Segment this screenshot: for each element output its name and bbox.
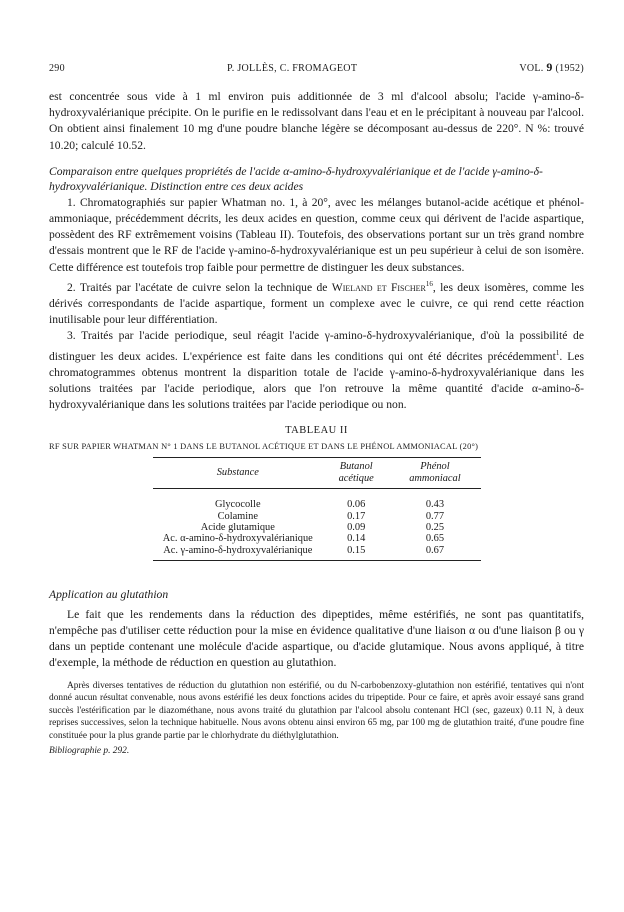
table-row [153,545,481,561]
application-paragraph: Le fait que les rendements dans la réduction des dipeptides, même estérifiés, ne sont pas quantitatifs, n'empêche pas d'utiliser cette réduction pour la mise en évidence qualitative d'une liaison α ou d'une liaison β ou γ dans un peptide contenant une molécule d'acide aspartique, ou d'acide glutamique. Nous avons appliqué, à titre d'exemple, la méthode de réduction en question au glutathion. [49,607,584,670]
cell-phenol: 0.77 [425,510,445,522]
cell-butanol: 0.09 [347,521,366,533]
reference-1: 1 [555,348,560,357]
intro-paragraph: est concentrée sous vide à 1 ml environ puis additionnée de 3 ml d'alcool absolu; l'acide γ-amino-δ-hydroxyvalérianique précipite. On le purifie en le redissolvant dans l'eau et en le précipitant à nouveau par l'alcool. On obtient ainsi finalement 10 mg d'une poudre blanche légère se décomposant au-dessus de 220°. N %: trouvé 10.20; calculé 10.52. [49,90,584,152]
cell-substance: Acide glutamique [200,521,275,533]
cell-butanol: 0.06 [347,499,366,511]
volume-prefix: VOL. [519,63,544,74]
application-heading: Application au glutathion [49,588,169,602]
table-caption: RF SUR PAPIER WHATMAN N° 1 DANS LE BUTANOL ACÉTIQUE ET DANS LE PHÉNOL AMMONIACAL (20°) [49,442,479,452]
header-butanol-line2: acétique [338,473,374,485]
cell-butanol: 0.17 [347,510,366,522]
paragraph-3 [49,328,584,413]
table-row [153,522,481,533]
header-butanol-line1: Butanol [339,461,373,473]
cell-phenol: 0.25 [425,521,445,533]
cell-substance: Colamine [217,510,258,522]
header-phenol-line1: Phénol [420,461,450,473]
running-authors: P. JOLLÈS, C. FROMAGEOT [226,63,358,74]
reference-16: 16 [425,279,433,288]
page [49,60,584,756]
paragraph-2 [49,276,584,328]
cell-substance: Glycocolle [214,499,261,511]
bibliography-note: Bibliographie p. 292. [49,746,130,757]
header-phenol-line2: ammoniacal [409,473,461,485]
table-row [153,511,481,522]
header-phenol [389,458,480,489]
volume-number: 9 [546,60,553,74]
paragraph-1: 1. Chromatographiés sur papier Whatman no. 1, à 20°, avec les mélanges butanol-acide acétique et phénol-ammoniaque, précédemment décrits, les deux acides en question, comme ceux qui dérivent de l'acide aspartique, possèdent des RF extrêmement voisins (Tableau II). Toutefois, des observations portant sur un très grand nombre d'essais montrent que le RF de l'acide γ-amino-δ-hydroxyvalérianique est un peu supérieur à celui de son isomère. Cette différence est toutefois trop faible pour permettre de distinguer les deux substances. [49,195,584,274]
cell-phenol: 0.67 [425,544,445,556]
header-butanol [323,458,389,489]
page-number: 290 [49,63,65,74]
cell-phenol: 0.65 [425,533,445,545]
running-header [49,60,584,75]
small-print-paragraph: Après diverses tentatives de réduction du glutathion non estérifié, ou du N-carbobenzoxy-glutathion non estérifié, tentatives qui n'ont donné aucun résultat convenable, nous avons estérifié les deux fonctions acides du tripeptide. Pour ce faire, et après avoir essayé sans grand succès l'estérification par le diazométhane, nous avons traité du glutathion par l'alcool absolu contenant HCl (sec, gazeux) 0.11 N, à deux reprises successives, selon la technique habituelle. Nous avons obtenu ainsi environ 65 mg, par 100 mg de glutathion traité, d'une poudre fine constituée pour la plus grande partie par le chlorhydrate du diéthylglutathion. [49,680,584,741]
paragraph-3-text-b: . Les chromatogrammes obtenus montrent la disparition totale de l'acide γ-amino-δ-hydroxyvalérianique dans les solutions traitées par l'acide periodique, alors que l'on retrouve la même quantité d'acide α-amino-δ-hydroxyvalérianique dans les solutions traitées par l'acide periodique ou non. [49,349,584,411]
table-row [153,533,481,544]
table-row [153,489,481,511]
volume-year: (1952) [555,63,584,74]
volume-info [519,60,584,75]
cell-butanol: 0.14 [347,533,366,545]
cell-substance: Ac. γ-amino-δ-hydroxyvalérianique [163,544,313,556]
rf-table [153,457,481,561]
cell-butanol: 0.15 [347,544,366,556]
cell-phenol: 0.43 [425,499,445,511]
table-header-row [153,458,481,489]
paragraph-2-text-a: 2. Traités par l'acétate de cuivre selon la technique de [67,280,332,294]
section-heading: Comparaison entre quelques propriétés de l'acide α-amino-δ-hydroxyvalérianique et de l'acide γ-amino-δ-hydroxyvalérianique. Distinction entre ces deux acides [49,164,543,194]
paragraph-3-text-a: 3. Traités par l'acide periodique, seul réagit l'acide γ-amino-δ-hydroxyvalérianique, d'où la possibilité de distinguer les deux acides. L'expérience est faite dans les conditions qui ont été décrites précédemment [49,329,584,363]
cited-authors: Wieland et Fischer [331,280,426,294]
header-substance: Substance [216,467,259,479]
table-title: TABLEAU II [285,425,348,437]
paragraph-2-text-b: , les deux isomères, comme les dérivés correspondants de l'acide aspartique, forment un complexe avec le cuivre, ce qui rend cette réaction inutilisable pour leur différentiation. [49,280,584,327]
cell-substance: Ac. α-amino-δ-hydroxyvalérianique [162,533,313,545]
